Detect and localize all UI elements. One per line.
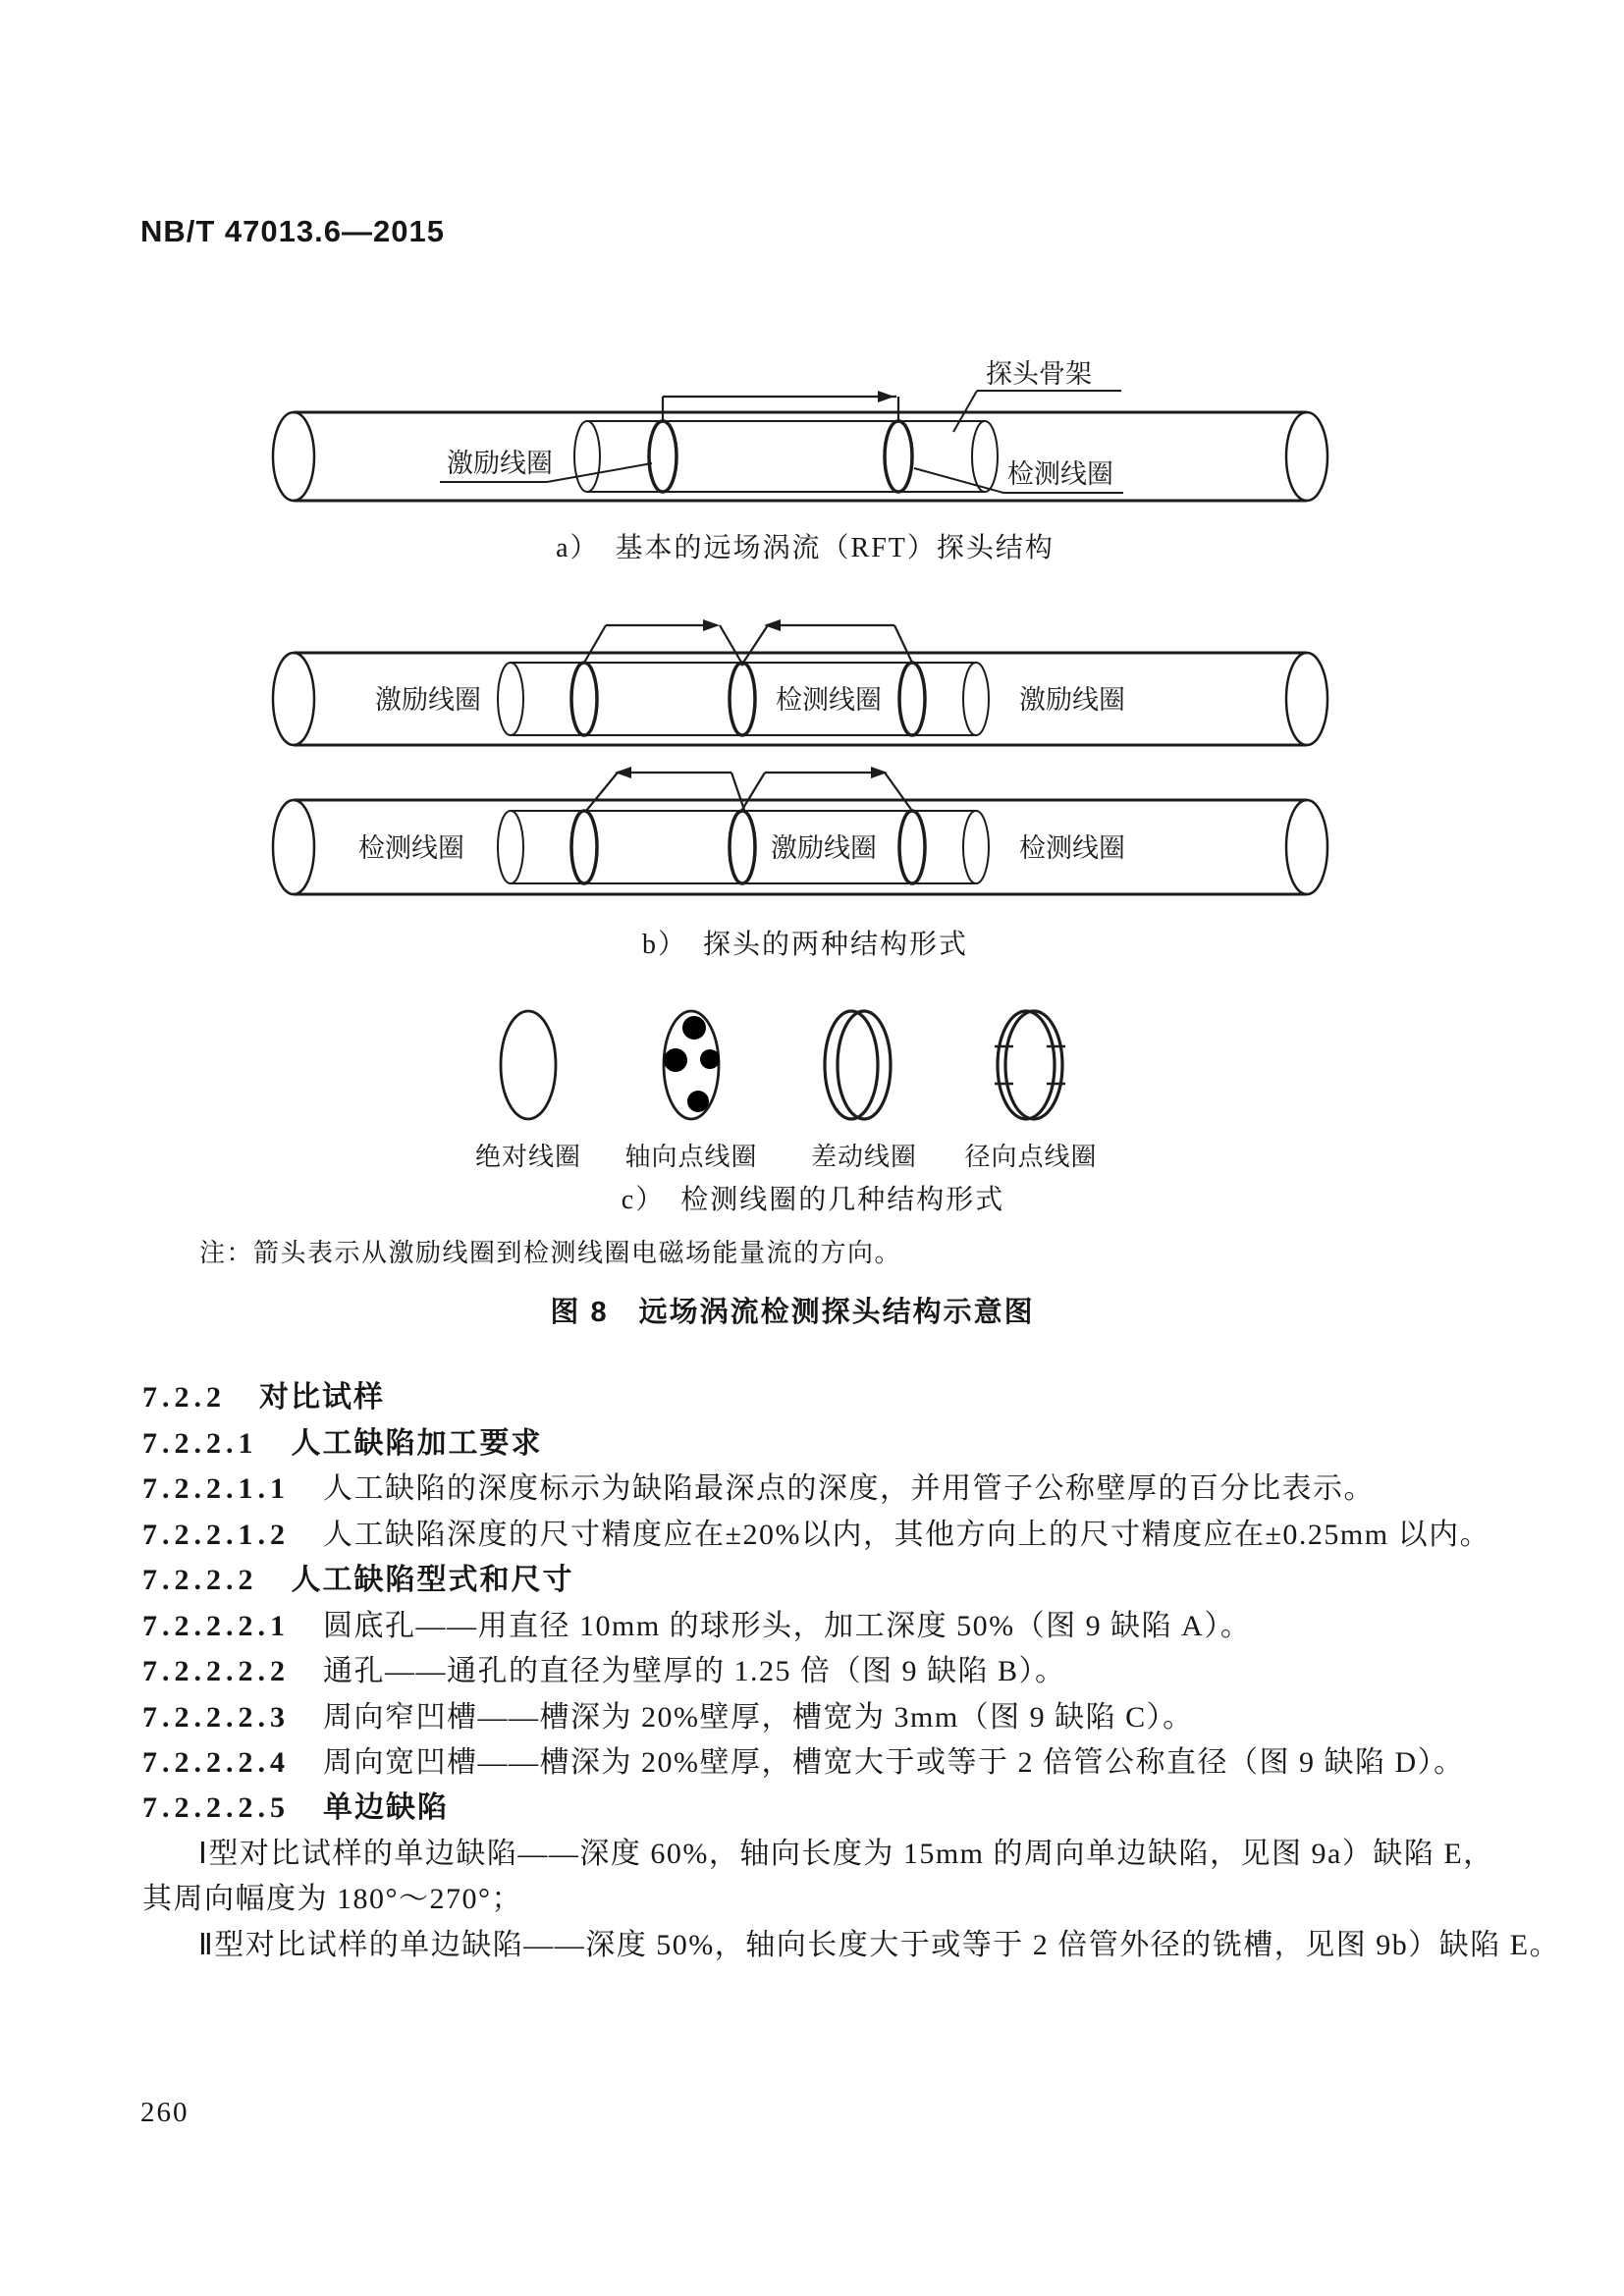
clause-number: 7.2.2.2.5	[142, 1791, 290, 1824]
energy-flow-arrow-a	[663, 391, 898, 420]
tube1-right-coil-label: 激励线圈	[1019, 685, 1125, 715]
clause-7.2.2	[142, 1372, 385, 1415]
tube1-center-coil-label: 检测线圈	[776, 685, 882, 715]
clause-number: 7.2.2.2.4	[142, 1746, 290, 1779]
differential-coil-shape	[825, 1011, 891, 1119]
tube-a	[273, 412, 1327, 501]
detection-coil-b1-center	[730, 663, 755, 735]
clause-text: 周向宽凹槽——槽深为 20%壁厚，槽宽大于或等于 2 倍管公称直径（图 9 缺陷 D）。	[323, 1746, 1465, 1779]
standard-number: NB/T 47013.6—2015	[140, 214, 445, 248]
clause-number: 7.2.2.1.1	[142, 1472, 290, 1505]
energy-flow-arrows-b1	[584, 619, 912, 666]
excitation-coil-b1-right	[899, 663, 925, 735]
absolute-coil-label: 绝对线圈	[474, 1143, 581, 1171]
axial-point-coil-label: 轴向点线圈	[624, 1143, 758, 1171]
caption-diagram-b: b） 探头的两种结构形式	[641, 930, 968, 960]
excitation-coil-b2-center	[730, 811, 755, 883]
caption-diagram-c: c） 检测线圈的几种结构形式	[621, 1185, 1005, 1215]
tube2-right-coil-label: 检测线圈	[1019, 833, 1125, 863]
clause-number: 7.2.2.2.2	[142, 1655, 290, 1687]
tube2-center-coil-label: 激励线圈	[771, 833, 877, 863]
clause-7.2.2.2.4	[142, 1737, 1465, 1781]
excitation-coil-label-a: 激励线圈	[447, 449, 553, 478]
clause-7.2.2.1.1	[142, 1464, 1375, 1507]
detection-coil-b2-left	[571, 811, 597, 883]
axial-point-coil-shape	[664, 1011, 720, 1119]
tube1-left-coil-label: 激励线圈	[375, 685, 481, 715]
clause-7.2.2.2.5	[142, 1783, 449, 1826]
clause-number: 7.2.2.1	[142, 1427, 258, 1460]
energy-flow-arrows-b2	[586, 767, 912, 813]
excitation-coil-a	[649, 421, 677, 492]
diagram-c-coil-geometries	[471, 1001, 1178, 1139]
clause-number: 7.2.2.2	[142, 1564, 258, 1596]
paragraph-type1-defect-cont: 其周向幅度为 180°～270°；	[142, 1883, 522, 1915]
figure-title: 图 8 远场涡流检测探头结构示意图	[550, 1297, 1035, 1328]
clause-title: 人工缺陷型式和尺寸	[291, 1564, 574, 1596]
radial-point-coil-label: 径向点线圈	[964, 1143, 1098, 1171]
page-number: 260	[140, 2097, 189, 2128]
clause-title: 单边缺陷	[323, 1791, 449, 1824]
radial-point-coil-shape	[995, 1011, 1065, 1119]
tube2-left-coil-label: 检测线圈	[358, 833, 464, 863]
clause-text: 圆底孔——用直径 10mm 的球形头，加工深度 50%（图 9 缺陷 A）。	[323, 1610, 1252, 1642]
clause-7.2.2.2.1	[142, 1601, 1251, 1644]
differential-coil-label: 差动线圈	[810, 1143, 917, 1171]
clause-text: 通孔——通孔的直径为壁厚的 1.25 倍（图 9 缺陷 B）。	[323, 1655, 1066, 1687]
absolute-coil-shape	[501, 1011, 556, 1119]
detection-coil-b2-right	[899, 811, 925, 883]
clause-7.2.2.2.2	[142, 1646, 1066, 1689]
clause-7.2.2.1.2	[142, 1510, 1490, 1553]
probe-body-a	[574, 421, 998, 492]
diagram-b-tube1	[265, 589, 1345, 756]
clause-text: 人工缺陷的深度标示为缺陷最深点的深度，并用管子公称壁厚的百分比表示。	[323, 1472, 1375, 1505]
clause-7.2.2.2.3	[142, 1692, 1194, 1735]
clause-7.2.2.2	[142, 1555, 574, 1598]
diagram-b-tube2	[265, 746, 1345, 908]
excitation-coil-b1-left	[571, 663, 597, 735]
figure-note: 注：箭头表示从激励线圈到检测线圈电磁场能量流的方向。	[199, 1239, 902, 1267]
clause-7.2.2.1	[142, 1418, 543, 1462]
clause-title: 人工缺陷加工要求	[291, 1427, 543, 1460]
clause-text: 周向窄凹槽——槽深为 20%壁厚，槽宽为 3mm（图 9 缺陷 C）。	[323, 1701, 1194, 1734]
clause-number: 7.2.2.2.1	[142, 1610, 290, 1642]
clause-title: 对比试样	[259, 1381, 385, 1414]
clause-number: 7.2.2.1.2	[142, 1519, 290, 1551]
probe-frame-label: 探头骨架	[986, 359, 1092, 389]
caption-diagram-a: a） 基本的远场涡流（RFT）探头结构	[556, 533, 1055, 563]
paragraph-type2-defect: Ⅱ型对比试样的单边缺陷——深度 50%，轴向长度大于或等于 2 倍管外径的铣槽，见图 9b）缺陷 E。	[198, 1929, 1561, 1961]
diagram-a-rft-probe-structure	[265, 344, 1345, 520]
detection-coil-a	[885, 421, 912, 492]
detection-coil-label-a: 检测线圈	[1007, 459, 1113, 489]
paragraph-type1-defect: Ⅰ型对比试样的单边缺陷——深度 60%，轴向长度为 15mm 的周向单边缺陷，见图 9a）缺陷 E，	[198, 1838, 1494, 1870]
clause-text: 人工缺陷深度的尺寸精度应在±20%以内，其他方向上的尺寸精度应在±0.25mm 以内。	[323, 1519, 1491, 1551]
clause-number: 7.2.2	[142, 1381, 226, 1414]
clause-number: 7.2.2.2.3	[142, 1701, 290, 1734]
